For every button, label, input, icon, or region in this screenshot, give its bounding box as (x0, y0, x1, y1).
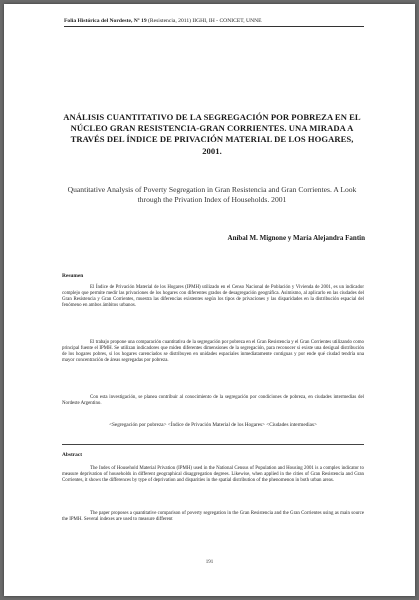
abstract-heading: Abstract (62, 452, 83, 458)
resumen-paragraph-3: Con esta investigación, se planea contribuir al conocimiento de la segregación por condiciones de pobreza, en ciudades intermedias del Nordeste Argentino. (62, 395, 364, 407)
authors: Aníbal M. Mignone y María Alejandra Fantin (227, 234, 365, 242)
resumen-keywords: <Segregación por pobreza> <Índice de Privación Material de los Hogares> <Ciudades intermedias> (109, 422, 317, 428)
document-page (4, 4, 415, 596)
article-title: ANÁLISIS CUANTITATIVO DE LA SEGREGACIÓN POR POBREZA EN EL NÚCLEO GRAN RESISTENCIA-GRAN CORRIENTES. UNA MIRADA A TRAVÉS DEL ÍNDICE DE PRIVACIÓN MATERIAL DE LOS HOGARES, 2001. (63, 112, 361, 156)
resumen-paragraph-1: El Índice de Privación Material de los Hogares (IPMH) utilizado en el Censo Nacional de Población y Vivienda de 2001, es un indicador complejo que permite medir las privaciones de los hogares con diferentes grados de desagregación geográfica. Asimismo, al aplicarlo en las ciudades del Gran Resistencia y Gran Corrientes, muestra las diferencias existentes según los tipos de privaciones y las disparidades en la distribución espacial del fenómeno en ambos ámbitos urbanos. (62, 285, 364, 309)
resumen-heading: Resumen (62, 273, 84, 279)
page-number: 191 (205, 560, 214, 565)
abstract-paragraph-2: The paper proposes a quantitative comparison of poverty segregation in the Gran Resistencia and the Gran Corrientes using as main source the IPMH. Several indexes are used to measure different (62, 511, 364, 523)
resumen-paragraph-2: El trabajo propone una comparación cuantitativa de la segregación por pobreza en el Gran Resistencia y el Gran Corrientes utilizando como principal fuente el IPMH. Se utilizan indicadores que miden diferentes dimensiones de la segregación, para reconocer si existe una desigual distribución de los hogares pobres, si los hogares carenciados se distribuyen en unidades espaciales inmediatamente contiguas y por ende qué ciudad tendría una mayor concentración de áreas segregadas por pobreza. (62, 340, 364, 364)
abstract-paragraph-1: The Index of Household Material Privation (IPMH) used in the National Census of Population and Housing 2001 is a complex indicator to measure deprivation of households in different geographical disaggregation degrees. Likewise, when applied in the cities of Gran Resistencia and Gran Corrientes, it shows the differences by type of deprivation and disparities in the spatial distribution of the phenomenon in both urban areas. (62, 466, 364, 484)
running-header (64, 18, 364, 24)
journal-details: (Resistencia, 2011) IIGHI, IH - CONICET, UNNE (146, 18, 262, 24)
header-rule (64, 26, 364, 27)
journal-name: Folia Histórica del Nordeste, Nº 19 (64, 18, 147, 24)
section-divider (62, 444, 364, 445)
english-title: Quantitative Analysis of Poverty Segregation in Gran Resistencia and Gran Corrientes. A Look through the Privation Index of Households. 2001 (67, 185, 357, 205)
